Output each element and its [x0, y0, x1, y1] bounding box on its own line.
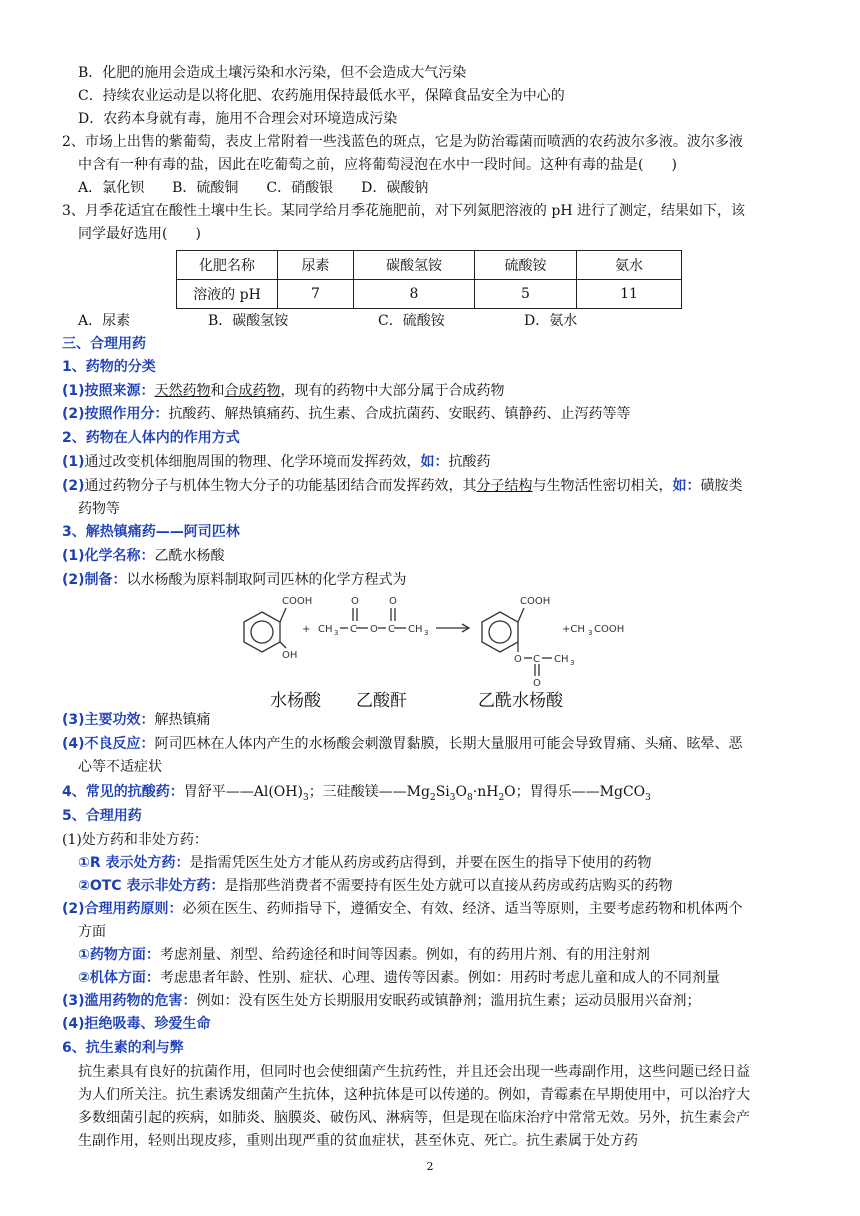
- adverse-reaction-line2: 心等不适症状: [78, 759, 162, 775]
- subscript: 3: [570, 659, 575, 667]
- label: (1)按照来源：: [62, 383, 155, 399]
- subsection-1-title: 1、药物的分类: [62, 359, 156, 375]
- subsection-2-title: 2、药物在人体内的作用方式: [62, 430, 240, 446]
- q3-option-c: C．硫酸铵: [378, 313, 445, 329]
- q3-stem-line2: 同学最好选用( ): [78, 226, 201, 242]
- oxygen-label: O: [370, 624, 378, 635]
- main-effect: [62, 709, 211, 731]
- text: O: [455, 784, 468, 800]
- subscript: 3: [588, 629, 593, 637]
- body-aspect: [78, 967, 720, 989]
- rational-use-principle: [62, 898, 743, 920]
- drug-aspect: [78, 944, 650, 966]
- benzene-ring-1: [244, 612, 280, 652]
- text: 抗酸药、解热镇痛药、抗生素、合成抗菌药、安眠药、镇静药、止泻药等等: [168, 406, 631, 422]
- label: ①R 表示处方药：: [78, 855, 190, 871]
- table-cell: 硫酸铵: [475, 251, 577, 280]
- text: 阿司匹林在人体内产生的水杨酸会刺激胃黏膜，长期大量服用可能会导致胃痛、头痛、眩晕、恶: [154, 736, 743, 752]
- label: (2)制备：: [62, 572, 127, 588]
- cooh-label: COOH: [520, 596, 551, 607]
- refuse-drugs: (4)拒绝吸毒、珍爱生命: [62, 1016, 211, 1032]
- label: (3)主要功效：: [62, 712, 155, 728]
- table-cell: 11: [577, 280, 682, 309]
- text: 例如：没有医生处方长期服用安眠药或镇静剂；滥用抗生素；运动员服用兴奋剂；: [196, 993, 701, 1009]
- ch3-label: CH: [318, 624, 333, 635]
- carbon-label: C: [388, 624, 395, 635]
- label: (1)化学名称：: [62, 548, 155, 564]
- molecular-structure: 分子结构: [476, 478, 533, 494]
- q2-stem-line1: 2、市场上出售的紫葡萄，表皮上常附着一些浅蓝色的斑点，它是为防治霉菌而喷洒的农药波尔多液。波尔多液: [62, 134, 743, 150]
- table-cell: 溶液的 pH: [177, 280, 278, 309]
- name-acetylsalicylic-acid: 乙酰水杨酸: [478, 691, 563, 711]
- subscript: 3: [302, 792, 309, 803]
- rx-otc-heading: (1)处方药和非处方药：: [62, 832, 208, 848]
- page-number: 2: [426, 1160, 434, 1173]
- table-cell: 化肥名称: [177, 251, 278, 280]
- text: O；胃得乐——MgCO: [504, 784, 646, 800]
- text: ，现有的药物中大部分属于合成药物: [280, 383, 505, 399]
- q1-option-b: B．化肥的施用会造成土壤污染和水污染，但不会造成大气污染: [78, 65, 467, 81]
- oxygen-label: O: [351, 596, 359, 607]
- carbon-label: C: [533, 654, 540, 665]
- table-row: [177, 280, 682, 309]
- table-cell: 8: [354, 280, 475, 309]
- subsection-3-title: 3、解热镇痛药——阿司匹林: [62, 524, 240, 540]
- text: 抗酸药: [448, 454, 491, 470]
- q3-stem-line1: 3、月季花适宜在酸性土壤中生长。某同学给月季花施肥前，对下列氮肥溶液的 pH 进行了测定，结果如下，该: [62, 203, 745, 219]
- byproduct-label: COOH: [594, 624, 625, 635]
- table-cell: 尿素: [278, 251, 354, 280]
- action-mode-1: [62, 451, 491, 473]
- text: 必须在医生、药师指导下，遵循安全、有效、经济、适当等原则，主要考虑药物和机体两个: [182, 901, 743, 917]
- drug-abuse-harm: [62, 990, 701, 1012]
- subscript: 3: [449, 792, 456, 803]
- label: (3)滥用药物的危害：: [62, 993, 197, 1009]
- ch3-label: CH: [554, 654, 569, 665]
- text: 与生物活性密切相关，: [532, 478, 673, 494]
- q1-option-c: C．持续农业运动是以将化肥、农药施用保持最低水平，保障食品安全为中心的: [78, 88, 565, 104]
- oxygen-label: O: [389, 596, 397, 607]
- text: Si: [435, 784, 450, 800]
- text: 考虑患者年龄、性别、症状、心理、遗传等因素。例如：用药时考虑儿童和成人的不同剂量: [159, 970, 720, 986]
- classification-by-source: [62, 380, 505, 402]
- carbon-label: C: [350, 624, 357, 635]
- name-acetic-anhydride: 乙酸酐: [356, 691, 407, 711]
- label: (2)合理用药原则：: [62, 901, 183, 917]
- synthetic-drugs: 合成药物: [224, 383, 281, 399]
- text: 通过药物分子与机体生物大分子的功能基团结合而发挥药效，其: [84, 478, 477, 494]
- label: ②OTC 表示非处方药：: [78, 878, 225, 894]
- oxygen-label: O: [514, 654, 522, 665]
- text: 考虑剂量、剂型、给药途径和时间等因素。例如，有的药用片剂、有的用注射剂: [159, 947, 650, 963]
- benzene-ring-2: [482, 612, 518, 652]
- q3-option-d: D．氨水: [524, 313, 578, 329]
- adverse-reaction: [62, 733, 743, 755]
- section-title: 三、合理用药: [62, 336, 146, 352]
- label: ①药物方面：: [78, 947, 160, 963]
- subscript: 2: [498, 792, 505, 803]
- ch3-label: CH: [408, 624, 423, 635]
- antibiotics-paragraph-line: 抗生素具有良好的抗菌作用，但同时也会使细菌产生抗药性，并且还会出现一些毒副作用，这些问题已经日益: [78, 1064, 750, 1080]
- label: (2)按照作用分：: [62, 406, 169, 422]
- text: 是指那些消费者不需要持有医生处方就可以直接从药房或药店购买的药物: [224, 878, 673, 894]
- text: ；三硅酸镁——Mg: [308, 784, 430, 800]
- table-row: [177, 251, 682, 280]
- text: 以水杨酸为原料制取阿司匹林的化学方程式为: [126, 572, 407, 588]
- q2-options: A．氯化钡 B．硫酸铜 C．硝酸银 D．碳酸钠: [78, 180, 429, 196]
- text: 胃舒平——Al(OH): [183, 784, 303, 800]
- action-mode-2: [62, 475, 743, 497]
- subscript: 8: [467, 792, 473, 803]
- aromatic-circle-1: [251, 621, 273, 643]
- rational-use-principle-line2: 方面: [78, 924, 106, 940]
- subscript: 3: [334, 629, 339, 637]
- q3-option-a: A．尿素: [78, 313, 131, 329]
- label: (1): [62, 454, 85, 470]
- subscript: 3: [424, 629, 429, 637]
- antibiotics-paragraph-line: 多数细菌引起的疾病，如肺炎、脑膜炎、破伤风、淋病等，但是现在临床治疗中常常无效。另外，抗生素会产: [78, 1110, 750, 1126]
- table-cell: 7: [278, 280, 354, 309]
- ph-table: [176, 250, 682, 309]
- table-cell: 氨水: [577, 251, 682, 280]
- label: 4、常见的抗酸药：: [62, 784, 184, 800]
- oxygen-label: O: [533, 678, 541, 689]
- plus-sign: +: [302, 624, 311, 635]
- text: 和: [210, 383, 225, 399]
- natural-drugs: 天然药物: [154, 383, 211, 399]
- table-cell: 5: [475, 280, 577, 309]
- subsection-5-title: 5、合理用药: [62, 808, 142, 824]
- example-marker: 如：: [672, 478, 701, 494]
- common-antacids: [62, 781, 651, 803]
- q2-stem-line2: 中含有一种有毒的盐，因此在吃葡萄之前，应将葡萄浸泡在水中一段时间。这种有毒的盐是( ): [78, 157, 677, 173]
- chemical-name: [62, 545, 225, 567]
- antibiotics-paragraph-line: 为人们所关注。抗生素诱发细菌产生抗体，这种抗体是可以传递的。例如，青霉素在早期使用中，可以治疗大: [78, 1087, 750, 1103]
- text: ·nH: [472, 784, 499, 800]
- q3-option-b: B．碳酸氢铵: [208, 313, 289, 329]
- label: (2): [62, 478, 85, 494]
- text: 磺胺类: [700, 478, 743, 494]
- subscript: 2: [429, 792, 436, 803]
- text: 解热镇痛: [154, 712, 211, 728]
- otc-definition: [78, 875, 672, 897]
- label: (4)不良反应：: [62, 736, 155, 752]
- classification-by-effect: [62, 403, 631, 425]
- name-salicylic-acid: 水杨酸: [270, 691, 321, 711]
- subsection-6-title: 6、抗生素的利与弊: [62, 1040, 184, 1056]
- text: 通过改变机体细胞周围的物理、化学环境而发挥药效，: [84, 454, 421, 470]
- rx-definition: [78, 852, 652, 874]
- action-mode-2-line2: 药物等: [78, 501, 120, 517]
- subscript: 3: [645, 792, 651, 803]
- label: ②机体方面：: [78, 970, 160, 986]
- q1-option-d: D．农药本身就有毒，施用不合理会对环境造成污染: [78, 111, 398, 127]
- table-cell: 碳酸氢铵: [354, 251, 475, 280]
- text: 是指需凭医生处方才能从药房或药店得到，并要在医生的指导下使用的药物: [189, 855, 652, 871]
- cooh-label: COOH: [282, 596, 313, 607]
- antibiotics-paragraph-line: 生副作用，轻则出现皮疹，重则出现严重的贫血症状，甚至休克、死亡。抗生素属于处方药: [78, 1133, 638, 1149]
- oh-label: OH: [282, 650, 298, 661]
- aromatic-circle-2: [489, 621, 511, 643]
- byproduct-label: +CH: [562, 624, 585, 635]
- text: 乙酰水杨酸: [154, 548, 225, 564]
- example-marker: 如：: [420, 454, 449, 470]
